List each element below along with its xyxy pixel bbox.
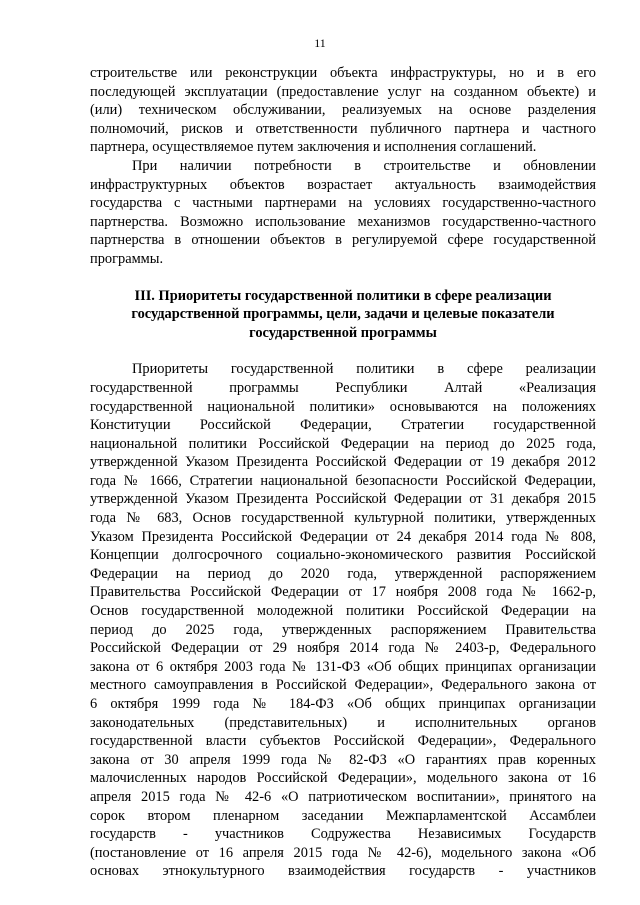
text-line: При наличии потребности в строительстве и обновлении [132,157,596,174]
text-line: малочисленных народов Российской Федерации», модельного закона от 16 [90,770,596,787]
text-line: Концепции долгосрочного социально-экономического развития Российской [90,547,596,564]
text-line: Российской Федерации от 29 ноября 2014 года № 2403-р, Федерального [90,640,596,657]
page-number: 11 [314,36,326,50]
text-line: года № 1666, Стратегии национальной безопасности Российской Федерации, [90,472,596,489]
text-line: полномочий, рисков и ответственности публичного партнера и частного [90,120,596,137]
text-line: строительстве или реконструкции объекта инфраструктуры, но и в его [90,65,596,81]
text-line: программы. [90,250,164,267]
text-line: Приоритеты государственной политики в сфере реализации [132,361,596,378]
text-line: национальной политики Российской Федерации на период до 2025 года, [90,435,596,452]
text-line: Основ государственной молодежной политики Российской Федерации на [90,603,596,620]
heading-line: III. Приоритеты государственной политики в сфере реализации [134,287,552,304]
text-line: Указом Президента Российской Федерации от 24 декабря 2014 года № 808, [90,528,596,545]
section-heading [90,287,596,343]
text-line: государств - участников Содружества Независимых Государств [90,826,596,843]
heading-line: государственной программы, цели, задачи и целевые показатели [131,306,555,323]
text-line: утвержденной Указом Президента Российской Федерации от 19 декабря 2012 [90,454,596,471]
text-line: партнерства в отношении объектов в регулируемой сфере государственной [90,232,596,249]
paragraph-priorities [90,360,596,881]
text-line: государства с частными партнерами на условиях государственно-частного [90,195,596,212]
text-line: закона от 30 апреля 1999 года № 82-ФЗ «О гарантиях прав коренных [90,751,596,768]
text-line: сорок втором пленарном заседании Межпарламентской Ассамблеи [90,807,596,824]
text-line: (постановление от 16 апреля 2015 года № 42-6), модельного закона «Об [90,844,596,861]
text-line: Правительства Российской Федерации от 17 ноября 2008 года № 1662-р, [90,584,596,601]
text-line: основах этнокультурного взаимодействия государств - участников [90,863,596,880]
text-line: года № 683, Основ государственной культурной политики, утвержденных [90,510,596,527]
text-line: утвержденной Указом Президента Российской Федерации от 31 декабря 2015 [90,491,596,508]
text-line: апреля 2015 года № 42-6 «О патриотическом воспитании», принятого на [90,788,596,805]
text-line: период до 2025 года, утвержденных распоряжением Правительства [90,621,596,638]
text-line: государственной национальной политики» основываются на положениях [90,398,596,415]
text-line: государственной власти субъектов Российской Федерации», Федерального [90,733,596,750]
text-line: законодательных (представительных) и исполнительных органов [90,714,596,731]
text-line: инфраструктурных объектов возрастает актуальность взаимодействия [90,176,596,193]
heading-line: государственной программы [249,324,437,341]
text-line: государственной программы Республики Алтай «Реализация [90,379,596,396]
text-line: закона от 6 октября 2003 года № 131-ФЗ «Об общих принципах организации [90,658,596,675]
text-line: (или) техническом обслуживании, реализуемых на основе разделения [90,102,596,119]
text-line: 6 октября 1999 года № 184-ФЗ «Об общих принципах организации [90,696,596,712]
text-line: партнера, осуществляемое путем заключения и исполнения соглашений. [90,139,537,156]
text-line: Конституции Российской Федерации, Стратегии государственной [90,417,596,434]
text-line: Федерации на период до 2020 года, утвержденной распоряжением [90,565,596,582]
document-body [90,64,596,881]
paragraph-partnership [90,157,596,269]
text-line: последующей эксплуатации (предоставление услуг на созданном объекте) и [90,83,596,100]
text-line: местного самоуправления в Российской Федерации», Федерального закона от [90,677,596,694]
text-line: партнерства. Возможно использование механизмов государственно-частного [90,213,596,230]
paragraph-continuation [90,64,596,157]
